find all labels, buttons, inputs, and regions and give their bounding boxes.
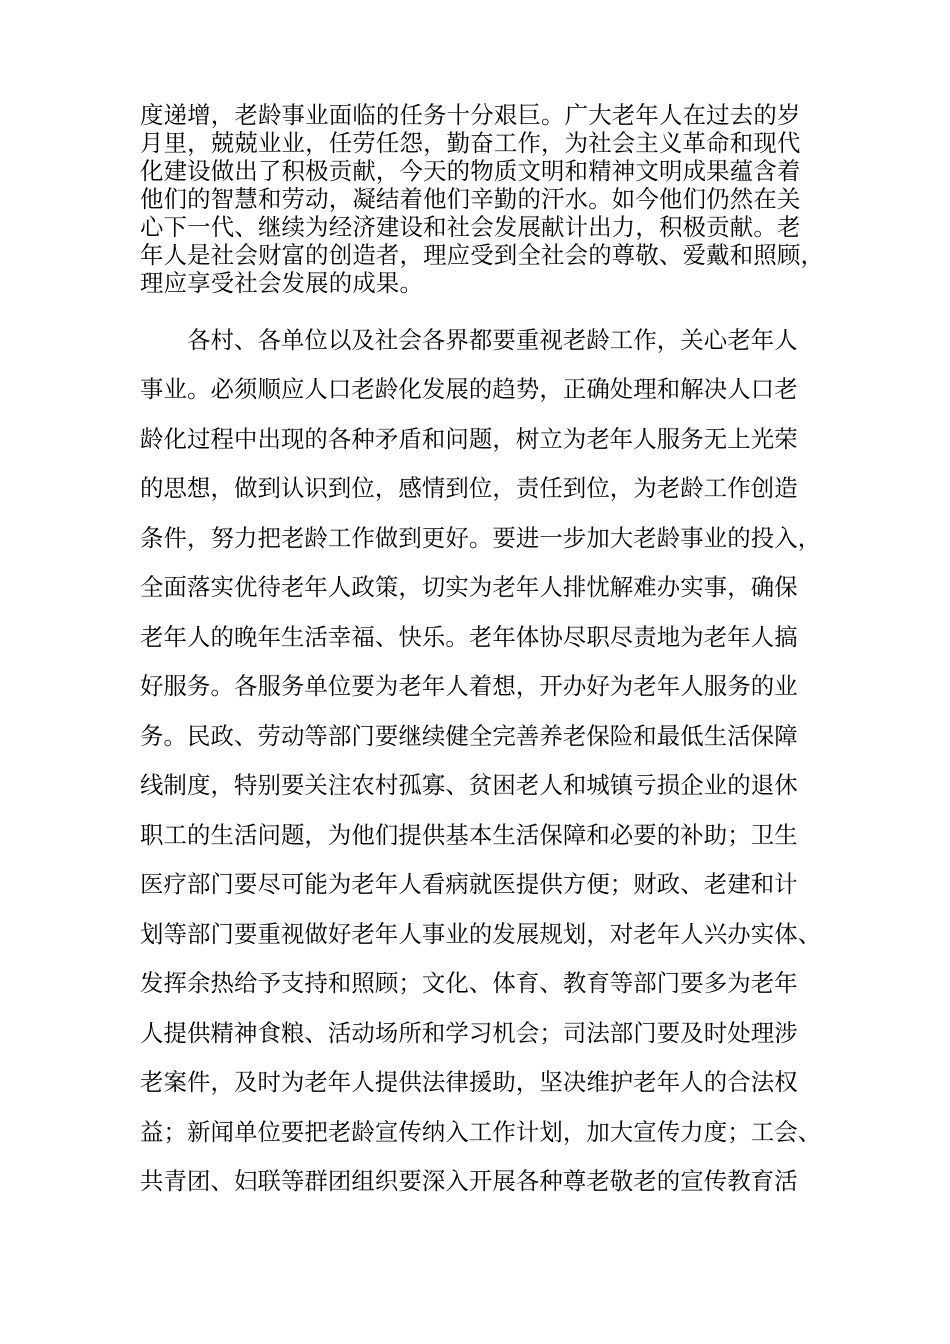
text-line: 共青团、妇联等群团组织要深入开展各种尊老敬老的宣传教育活 — [140, 1167, 798, 1195]
text-line: 老案件，及时为老年人提供法律援助，坚决维护老年人的合法权 — [140, 1068, 798, 1096]
text-line: 年人是社会财富的创造者，理应受到全社会的尊敬、爱戴和照顾， — [140, 241, 825, 269]
text-line: 理应享受社会发展的成果。 — [140, 269, 424, 297]
text-line: 事业。必须顺应人口老龄化发展的趋势，正确处理和解决人口老 — [140, 375, 798, 403]
text-line: 龄化过程中出现的各种矛盾和问题，树立为老年人服务无上光荣 — [140, 425, 798, 453]
text-line: 他们的智慧和劳动，凝结着他们辛勤的汗水。如今他们仍然在关 — [140, 185, 801, 213]
text-line: 务。民政、劳动等部门要继续健全完善养老保险和最低生活保障 — [140, 722, 798, 750]
text-line: 心下一代、继续为经济建设和社会发展献计出力，积极贡献。老 — [140, 213, 801, 241]
text-line: 职工的生活问题，为他们提供基本生活保障和必要的补助；卫生 — [140, 821, 798, 849]
text-line: 月里，兢兢业业，任劳任怨，勤奋工作，为社会主义革命和现代 — [140, 129, 801, 157]
text-line: 条件，努力把老龄工作做到更好。要进一步加大老龄事业的投入， — [140, 524, 822, 552]
text-line: 度递增，老龄事业面临的任务十分艰巨。广大老年人在过去的岁 — [140, 101, 801, 129]
text-line: 各村、各单位以及社会各界都要重视老龄工作，关心老年人 — [187, 326, 798, 354]
text-line: 全面落实优待老年人政策，切实为老年人排忧解难办实事，确保 — [140, 573, 798, 601]
text-line: 好服务。各服务单位要为老年人着想，开办好为老年人服务的业 — [140, 672, 798, 700]
text-line: 划等部门要重视做好老年人事业的发展规划，对老年人兴办实体、 — [140, 920, 822, 948]
text-line: 益；新闻单位要把老龄宣传纳入工作计划，加大宣传力度；工会、 — [140, 1118, 822, 1146]
text-line: 的思想，做到认识到位，感情到位，责任到位，为老龄工作创造 — [140, 474, 798, 502]
text-line: 老年人的晚年生活幸福、快乐。老年体协尽职尽责地为老年人搞 — [140, 623, 798, 651]
text-line: 线制度，特别要关注农村孤寡、贫困老人和城镇亏损企业的退休 — [140, 771, 798, 799]
text-line: 人提供精神食粮、活动场所和学习机会；司法部门要及时处理涉 — [140, 1019, 798, 1047]
text-line: 化建设做出了积极贡献，今天的物质文明和精神文明成果蕴含着 — [140, 157, 801, 185]
text-line: 发挥余热给予支持和照顾；文化、体育、教育等部门要多为老年 — [140, 969, 798, 997]
text-line: 医疗部门要尽可能为老年人看病就医提供方便；财政、老建和计 — [140, 870, 798, 898]
